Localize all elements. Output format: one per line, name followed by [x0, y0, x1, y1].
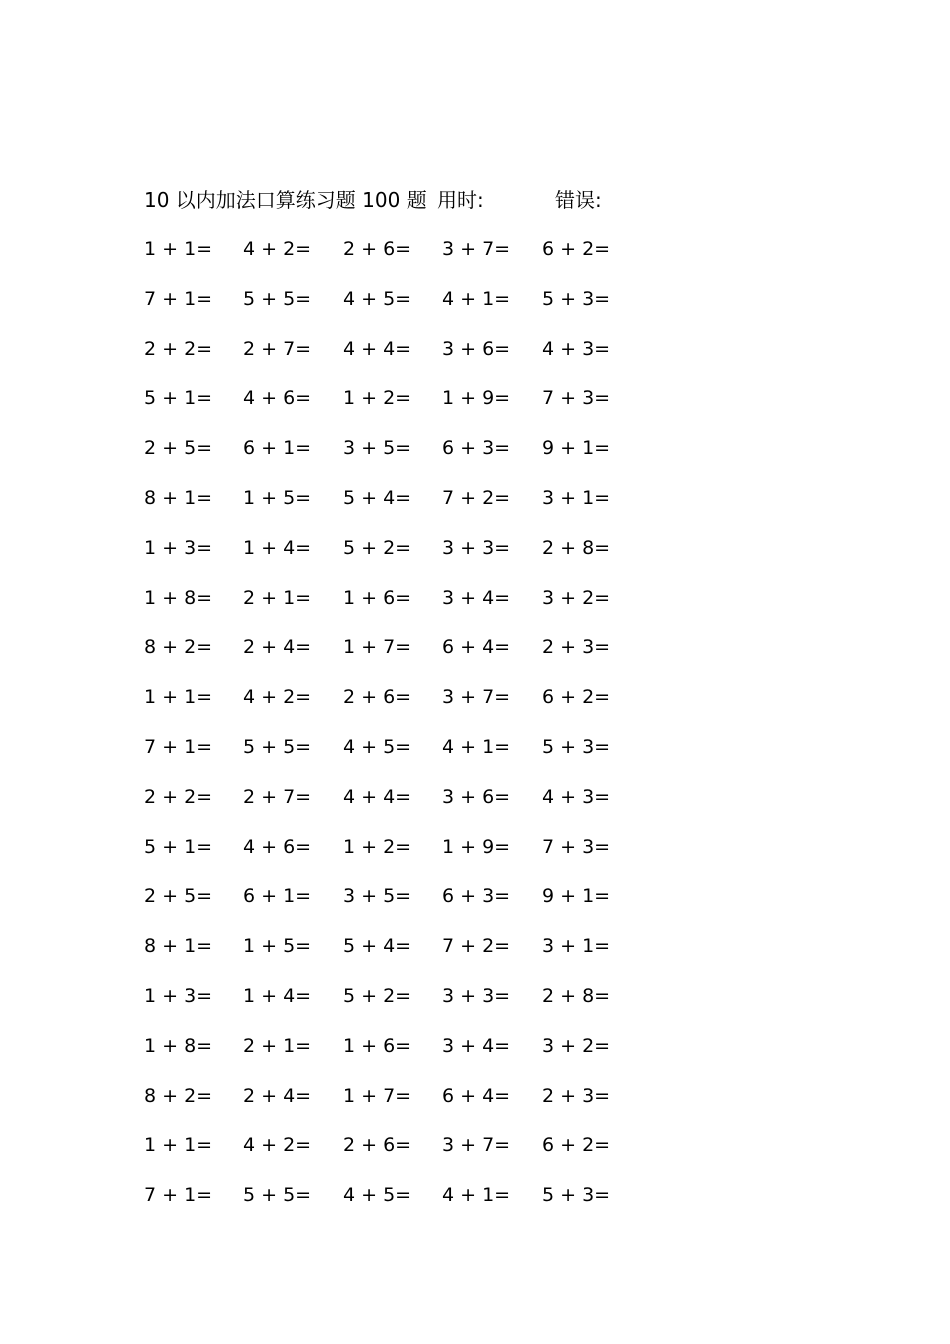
addition-problem: 7 + 3= [542, 835, 611, 858]
addition-problem: 1 + 1= [144, 1134, 213, 1157]
addition-problem: 6 + 1= [243, 885, 312, 908]
addition-problem: 9 + 1= [542, 437, 611, 460]
problem-row [144, 435, 664, 485]
addition-problem: 4 + 2= [243, 686, 312, 709]
addition-problem: 3 + 2= [542, 1034, 611, 1057]
problem-row [144, 1083, 664, 1133]
problem-row [144, 1182, 664, 1232]
addition-problem: 3 + 5= [343, 885, 412, 908]
problem-row [144, 834, 664, 884]
addition-problem: 6 + 1= [243, 437, 312, 460]
problem-row [144, 236, 664, 286]
addition-problem: 3 + 3= [442, 984, 511, 1007]
addition-problem: 1 + 7= [343, 636, 412, 659]
addition-problem: 3 + 6= [442, 785, 511, 808]
addition-problem: 5 + 4= [343, 935, 412, 958]
addition-problem: 4 + 6= [243, 835, 312, 858]
addition-problem: 2 + 2= [144, 785, 213, 808]
addition-problem: 9 + 1= [542, 885, 611, 908]
addition-problem: 1 + 6= [343, 586, 412, 609]
addition-problem: 7 + 2= [442, 935, 511, 958]
addition-problem: 4 + 6= [243, 387, 312, 410]
addition-problem: 2 + 8= [542, 536, 611, 559]
addition-problem: 6 + 4= [442, 636, 511, 659]
addition-problem: 1 + 3= [144, 536, 213, 559]
addition-problem: 2 + 4= [243, 636, 312, 659]
addition-problem: 5 + 2= [343, 536, 412, 559]
addition-problem: 2 + 6= [343, 686, 412, 709]
addition-problem: 7 + 2= [442, 486, 511, 509]
addition-problem: 3 + 5= [343, 437, 412, 460]
error-count-label: 错误: [555, 188, 602, 212]
addition-problem: 1 + 3= [144, 984, 213, 1007]
addition-problem: 3 + 7= [442, 1134, 511, 1157]
addition-problem: 4 + 5= [343, 735, 412, 758]
addition-problem: 1 + 8= [144, 586, 213, 609]
problem-row [144, 634, 664, 684]
addition-problem: 8 + 2= [144, 636, 213, 659]
addition-problem: 5 + 2= [343, 984, 412, 1007]
addition-problem: 2 + 3= [542, 636, 611, 659]
addition-problem: 4 + 2= [243, 238, 312, 260]
addition-problem: 1 + 5= [243, 486, 312, 509]
page-title: 10 以内加法口算练习题 100 题 [144, 188, 427, 212]
addition-problem: 5 + 4= [343, 486, 412, 509]
addition-problem: 1 + 9= [442, 835, 511, 858]
addition-problem: 3 + 2= [542, 586, 611, 609]
addition-problem: 5 + 5= [243, 1184, 312, 1207]
addition-problem: 2 + 2= [144, 337, 213, 360]
addition-problem: 4 + 4= [343, 785, 412, 808]
problem-row [144, 336, 664, 386]
addition-problem: 2 + 5= [144, 437, 213, 460]
addition-problem: 2 + 6= [343, 238, 412, 260]
problem-row [144, 286, 664, 336]
addition-problem: 4 + 1= [442, 1184, 511, 1207]
addition-problem: 4 + 5= [343, 287, 412, 310]
addition-problem: 6 + 4= [442, 1084, 511, 1107]
addition-problem: 5 + 3= [542, 735, 611, 758]
time-used-label: 用时: [437, 188, 484, 212]
addition-problem: 4 + 3= [542, 785, 611, 808]
addition-problem: 6 + 2= [542, 1134, 611, 1157]
addition-problem: 2 + 1= [243, 586, 312, 609]
addition-problem: 1 + 4= [243, 984, 312, 1007]
addition-problem: 4 + 5= [343, 1184, 412, 1207]
problem-row [144, 983, 664, 1033]
problem-row [144, 734, 664, 784]
problem-row [144, 784, 664, 834]
addition-problem: 8 + 2= [144, 1084, 213, 1107]
addition-problem: 3 + 6= [442, 337, 511, 360]
addition-problem: 6 + 2= [542, 238, 611, 260]
addition-problem: 1 + 6= [343, 1034, 412, 1057]
addition-problem: 4 + 3= [542, 337, 611, 360]
addition-problem: 4 + 2= [243, 1134, 312, 1157]
problem-row [144, 1033, 664, 1083]
addition-problem: 1 + 2= [343, 835, 412, 858]
addition-problem: 3 + 4= [442, 1034, 511, 1057]
addition-problem: 1 + 2= [343, 387, 412, 410]
addition-problem: 4 + 1= [442, 287, 511, 310]
addition-problem: 8 + 1= [144, 935, 213, 958]
worksheet-header [144, 186, 844, 214]
addition-problem: 1 + 7= [343, 1084, 412, 1107]
addition-problem: 6 + 3= [442, 437, 511, 460]
addition-problem: 4 + 4= [343, 337, 412, 360]
problem-grid [144, 236, 664, 1232]
problem-row [144, 684, 664, 734]
problem-row [144, 485, 664, 535]
addition-problem: 3 + 1= [542, 935, 611, 958]
problem-row [144, 883, 664, 933]
addition-problem: 3 + 1= [542, 486, 611, 509]
addition-problem: 5 + 1= [144, 835, 213, 858]
addition-problem: 7 + 1= [144, 287, 213, 310]
addition-problem: 5 + 1= [144, 387, 213, 410]
addition-problem: 1 + 9= [442, 387, 511, 410]
addition-problem: 2 + 8= [542, 984, 611, 1007]
problem-row [144, 585, 664, 635]
problem-row [144, 385, 664, 435]
problem-row [144, 535, 664, 585]
addition-problem: 5 + 3= [542, 1184, 611, 1207]
addition-problem: 1 + 4= [243, 536, 312, 559]
problem-row [144, 1132, 664, 1182]
addition-problem: 8 + 1= [144, 486, 213, 509]
addition-problem: 4 + 1= [442, 735, 511, 758]
addition-problem: 1 + 5= [243, 935, 312, 958]
addition-problem: 5 + 5= [243, 287, 312, 310]
addition-problem: 2 + 6= [343, 1134, 412, 1157]
addition-problem: 6 + 3= [442, 885, 511, 908]
addition-problem: 2 + 7= [243, 337, 312, 360]
addition-problem: 2 + 5= [144, 885, 213, 908]
addition-problem: 5 + 5= [243, 735, 312, 758]
addition-problem: 1 + 8= [144, 1034, 213, 1057]
addition-problem: 6 + 2= [542, 686, 611, 709]
problem-row [144, 933, 664, 983]
addition-problem: 3 + 4= [442, 586, 511, 609]
addition-problem: 5 + 3= [542, 287, 611, 310]
addition-problem: 2 + 7= [243, 785, 312, 808]
addition-problem: 3 + 7= [442, 238, 511, 260]
addition-problem: 3 + 7= [442, 686, 511, 709]
addition-problem: 3 + 3= [442, 536, 511, 559]
addition-problem: 7 + 1= [144, 1184, 213, 1207]
addition-problem: 1 + 1= [144, 238, 213, 260]
addition-problem: 1 + 1= [144, 686, 213, 709]
addition-problem: 2 + 3= [542, 1084, 611, 1107]
addition-problem: 7 + 3= [542, 387, 611, 410]
addition-problem: 7 + 1= [144, 735, 213, 758]
addition-problem: 2 + 4= [243, 1084, 312, 1107]
addition-problem: 2 + 1= [243, 1034, 312, 1057]
